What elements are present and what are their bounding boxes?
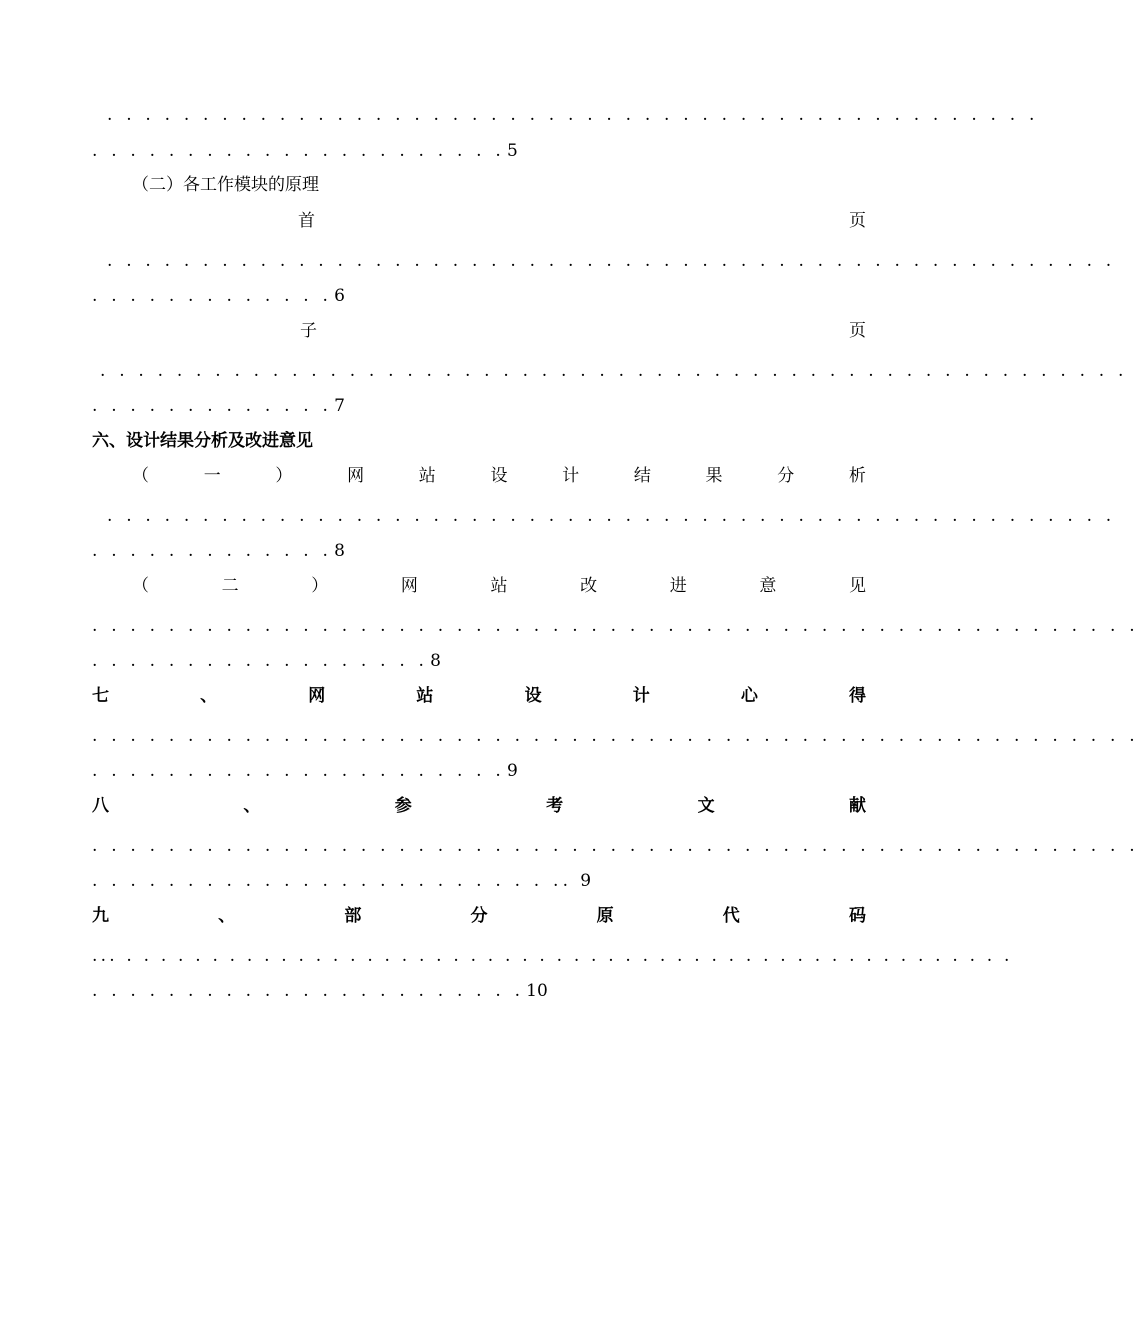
toc-subsection-title[interactable]: （二）各工作模块的原理 — [132, 175, 319, 195]
toc-char: 、 — [243, 796, 261, 816]
toc-entry-page-line: . . . . . . . . . . . . . 6 — [92, 286, 345, 306]
toc-char: 参 — [394, 796, 412, 816]
toc-leader-dots: . . . . . . . . . . . . . . . . . . . . . . . . . . . . . . . . . . . . . . . . . . . . . . . . . . . . . — [107, 251, 1116, 271]
toc-word: 首 — [298, 211, 315, 231]
toc-section-title[interactable] — [92, 793, 866, 819]
page-number: 6 — [334, 286, 345, 306]
toc-char: 献 — [848, 796, 866, 816]
toc-char: 原 — [596, 906, 614, 926]
toc-char: 见 — [849, 576, 866, 596]
page-number: 7 — [334, 396, 345, 416]
toc-leader-dots: . . . . . . . . . . . . . . . . . . . . . . . . . . . . . . . . . . . . . . . . . . . . . . . . . . . . . — [107, 506, 1116, 526]
page-number: 10 — [526, 981, 548, 1001]
toc-char: 析 — [848, 466, 866, 486]
toc-char: 设 — [490, 466, 508, 486]
page-number: 9 — [506, 761, 518, 781]
page-number: 9 — [580, 871, 592, 891]
toc-char: 九 — [92, 906, 109, 926]
toc-char: （ — [132, 576, 149, 596]
toc-char: 八 — [92, 796, 109, 816]
toc-char: 分 — [470, 906, 488, 926]
page-number: 8 — [430, 651, 441, 671]
toc-entry-page-line: . . . . . . . . . . . . . . . . . . . . . . . . .. 9 — [92, 871, 592, 891]
toc-char: 分 — [777, 466, 795, 486]
toc-leader-dots: . . . . . . . . . . . . . . . . . . . . . . . . . . . . . . . . . . . . . . . . . . . . . . . . . . . . . . — [100, 361, 1128, 381]
toc-entry-page-line: . . . . . . . . . . . . . 7 — [92, 396, 345, 416]
toc-char: 二 — [221, 576, 239, 596]
toc-char: 网 — [400, 576, 418, 596]
toc-char: （ — [132, 466, 149, 486]
toc-entry-page-line: . . . . . . . . . . . . . 8 — [92, 541, 345, 561]
toc-leader-dots: . . . . . . . . . . . . . . . . . . . . . . . . . . . . . . . . . . . . . . . . . . . . . . . . . — [107, 105, 1039, 125]
toc-entry-page-line: . . . . . . . . . . . . . . . . . . . . . . . 10 — [92, 981, 548, 1001]
toc-char: 意 — [759, 576, 777, 596]
toc-char: 设 — [524, 686, 542, 706]
toc-char: 、 — [218, 906, 236, 926]
toc-entry-page-line: . . . . . . . . . . . . . . . . . . 8 — [92, 651, 441, 671]
toc-char: 改 — [580, 576, 598, 596]
toc-char: 计 — [632, 686, 650, 706]
toc-char: ） — [311, 576, 329, 596]
toc-char: 代 — [722, 906, 740, 926]
page-number: 8 — [334, 541, 345, 561]
toc-char: 网 — [308, 686, 326, 706]
toc-char: 站 — [416, 686, 434, 706]
toc-char: 码 — [848, 906, 866, 926]
toc-char: 果 — [705, 466, 723, 486]
toc-char: 网 — [347, 466, 365, 486]
toc-char: 站 — [418, 466, 436, 486]
toc-entry-home-title[interactable] — [298, 208, 866, 234]
toc-entry-page-line: . . . . . . . . . . . . . . . . . . . . . . 9 — [92, 761, 518, 781]
toc-char: 一 — [203, 466, 221, 486]
toc-char: 结 — [633, 466, 651, 486]
toc-section-title[interactable] — [92, 903, 866, 929]
toc-word: 子 — [300, 321, 317, 341]
toc-char: 得 — [848, 686, 866, 706]
toc-leader-dots: . . . . . . . . . . . . . . . . . . . . . . . . . . . . . . . . . . . . . . . . . . . . . . . . . . . . . . . — [92, 836, 1139, 856]
toc-section-title[interactable] — [92, 683, 866, 709]
toc-char: ） — [275, 466, 293, 486]
toc-leader-dots: . . . . . . . . . . . . . . . . . . . . . . . . . . . . . . . . . . . . . . . . . . . . . . . . . . . . . . . — [92, 616, 1139, 636]
toc-char: 部 — [344, 906, 362, 926]
toc-char: 进 — [669, 576, 687, 596]
toc-char: 计 — [562, 466, 580, 486]
toc-entry-title[interactable] — [132, 463, 866, 489]
toc-word: 页 — [849, 321, 866, 341]
toc-char: 站 — [490, 576, 508, 596]
toc-entry-title[interactable] — [132, 573, 866, 599]
toc-entry-sub-title[interactable] — [300, 318, 866, 344]
toc-section-title[interactable]: 六、设计结果分析及改进意见 — [92, 431, 313, 451]
page-number: 5 — [506, 141, 518, 161]
toc-char: 文 — [697, 796, 715, 816]
toc-entry-page-line: . . . . . . . . . . . . . . . . . . . . . . 5 — [92, 141, 518, 161]
toc-word: 页 — [849, 211, 866, 231]
toc-char: 七 — [92, 686, 109, 706]
toc-leader-dots: ... . . . . . . . . . . . . . . . . . . . . . . . . . . . . . . . . . . . . . . . . . . . . . . . . . . . . — [92, 946, 1013, 966]
toc-char: 、 — [200, 686, 218, 706]
toc-char: 心 — [740, 686, 758, 706]
toc-leader-dots: . . . . . . . . . . . . . . . . . . . . . . . . . . . . . . . . . . . . . . . . . . . . . . . . . . . . . . . — [92, 726, 1139, 746]
toc-char: 考 — [546, 796, 564, 816]
